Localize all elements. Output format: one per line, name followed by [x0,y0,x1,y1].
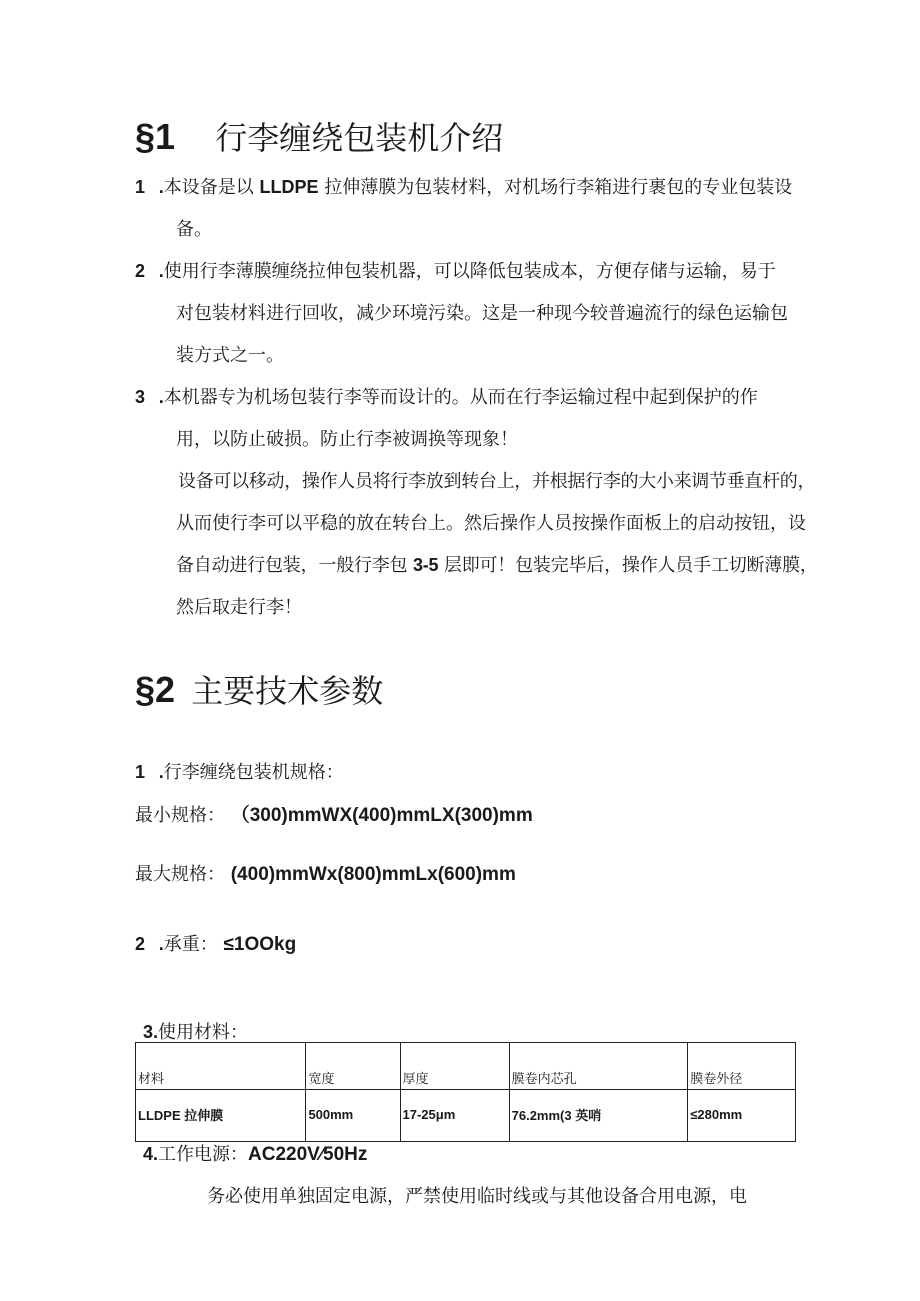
para-line-4: 然后取走行李！ [176,597,302,618]
item-2-line-2: 对包装材料进行回收，减少环境污染。这是一种现今较普遍流行的绿色运输包 [176,303,788,324]
min-spec [135,800,533,827]
table-cell: 500mm [306,1090,400,1142]
table-header-cell: 厚度 [400,1043,509,1090]
load-label: 承重： [163,934,218,955]
para-line-1: 设备可以移动，操作人员将行李放到转台上，并根据行李的大小来调节垂直杆的， [178,471,816,492]
table-header-cell: 膜卷外径 [688,1043,796,1090]
item-1: 1 .本设备是以 LLDPE 拉伸薄膜为包装材料，对机场行李箱进行裹包的专业包装设 [135,177,793,198]
spec-heading-number: 1 [135,762,146,782]
table-cell: 17-25μm [400,1090,509,1142]
material-label: 使用材料： [158,1022,249,1043]
item-3: 3 .本机器专为机场包装行李等而设计的。从而在行李运输过程中起到保护的作 [135,387,758,408]
load-value: ≤1OOkg [223,934,297,955]
max-spec [135,860,516,886]
power-number: 4. [143,1144,159,1164]
material-heading [143,1018,248,1044]
min-spec-label: 最小规格： [135,805,225,826]
item-2-number: 2 [135,261,146,281]
power-label: 工作电源： [158,1144,249,1165]
para-layers: 3-5 [412,555,439,575]
material-table [135,1042,796,1142]
para-line-3a: 备自动进行包装，一般行李包 [176,555,408,576]
section1-heading [135,113,503,159]
table-header-cell: 材料 [136,1043,306,1090]
power-value: AC220V∕50Hz [248,1144,368,1165]
para-line-3b: 层即可！包装完毕后，操作人员手工切断薄膜， [443,555,818,576]
section2-title: 主要技术参数 [191,672,384,710]
item-3-number: 3 [135,387,146,407]
load-spec: 2 .承重： ≤1OOkg [135,934,297,955]
item-2: 2 .使用行李薄膜缠绕拉伸包装机器，可以降低包装成本，方便存储与运输，易于 [135,261,776,282]
para-line-2: 从而使行李可以平稳的放在转台上。然后操作人员按操作面板上的启动按钮，设 [176,513,806,534]
item-3-text: 本机器专为机场包装行李等而设计的。从而在行李运输过程中起到保护的作 [163,387,758,408]
spec-heading-text: 行李缠绕包装机规格： [163,762,344,783]
para-line-3 [176,551,818,577]
max-spec-label: 最大规格： [135,864,225,885]
power-note: 务必使用单独固定电源，严禁使用临时线或与其他设备合用电源，电 [207,1186,747,1207]
item-1-text-a: 本设备是以 [163,177,254,198]
item-1-text-c: 拉伸薄膜为包装材料，对机场行李箱进行裹包的专业包装设 [324,177,793,198]
table-header-cell: 宽度 [306,1043,400,1090]
section2-number: §2 [135,669,176,710]
table-cell: ≤280mm [688,1090,796,1142]
spec-heading: 1 .行李缠绕包装机规格： [135,762,344,783]
min-spec-value: （300)mmWX(400)mmLX(300)mm [230,805,533,826]
load-number: 2 [135,934,146,954]
item-1-line-2: 备。 [176,219,212,240]
material-number: 3. [143,1022,159,1042]
item-2-text: 使用行李薄膜缠绕拉伸包装机器，可以降低包装成本，方便存储与运输，易于 [163,261,776,282]
table-cell: 76.2mm(3 英哨 [509,1090,688,1142]
table-row [136,1090,796,1142]
table-cell: LLDPE 拉伸膜 [136,1090,306,1142]
item-1-text-b: LLDPE [259,177,319,197]
table-header-cell: 膜卷内芯孔 [509,1043,688,1090]
item-2-line-3: 装方式之一。 [176,345,284,366]
item-3-line-2: 用，以防止破损。防止行李被调换等现象！ [176,429,518,450]
section2-heading [135,666,383,712]
section1-number: §1 [135,116,176,157]
item-1-number: 1 [135,177,146,197]
section1-title: 行李缠绕包装机介绍 [215,119,504,157]
max-spec-value: (400)mmWx(800)mmLx(600)mm [230,864,516,885]
table-header-row [136,1043,796,1090]
power-spec [143,1140,367,1166]
